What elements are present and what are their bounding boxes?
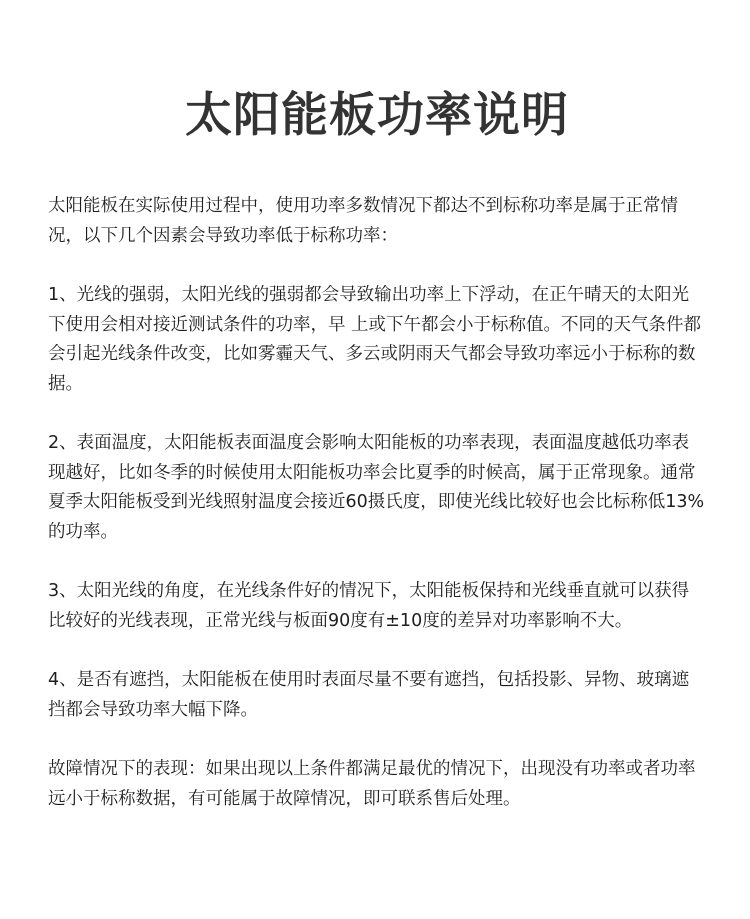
factor-shading-paragraph: 4、是否有遮挡，太阳能板在使用时表面尽量不要有遮挡，包括投影、异物、玻璃遮挡都会导致功率大幅下降。 — [48, 670, 690, 720]
intro-paragraph: 太阳能板在实际使用过程中，使用功率多数情况下都达不到标称功率是属于正常情况，以下几个因素会导致功率低于标称功率： — [48, 196, 678, 246]
document-body — [48, 192, 706, 814]
factor-surface-temperature-paragraph: 2、表面温度，太阳能板表面温度会影响太阳能板的功率表现，表面温度越低功率表现越好，比如冬季的时候使用太阳能板功率会比夏季的时候高，属于正常现象。通常夏季太阳能板受到光线照射温度会接近60摄氏度，即使光线比较好也会比标称低13%的功率。 — [48, 433, 705, 542]
factor-light-strength-paragraph: 1、光线的强弱，太阳光线的强弱都会导致输出功率上下浮动，在正午晴天的太阳光下使用会相对接近测试条件的功率，早 上或下午都会小于标称值。不同的天气条件都会引起光线条件改变，比如雾霾天气、多云或阴雨天气都会导致功率远小于标称的数据。 — [48, 285, 702, 394]
page-title: 太阳能板功率说明 — [185, 88, 569, 143]
factor-light-angle-paragraph: 3、太阳光线的角度，在光线条件好的情况下，太阳能板保持和光线垂直就可以获得比较好的光线表现，正常光线与板面90度有±10度的差异对功率影响不大。 — [48, 581, 690, 631]
fault-condition-paragraph: 故障情况下的表现：如果出现以上条件都满足最优的情况下，出现没有功率或者功率远小于标称数据，有可能属于故障情况，即可联系售后处理。 — [48, 759, 696, 809]
